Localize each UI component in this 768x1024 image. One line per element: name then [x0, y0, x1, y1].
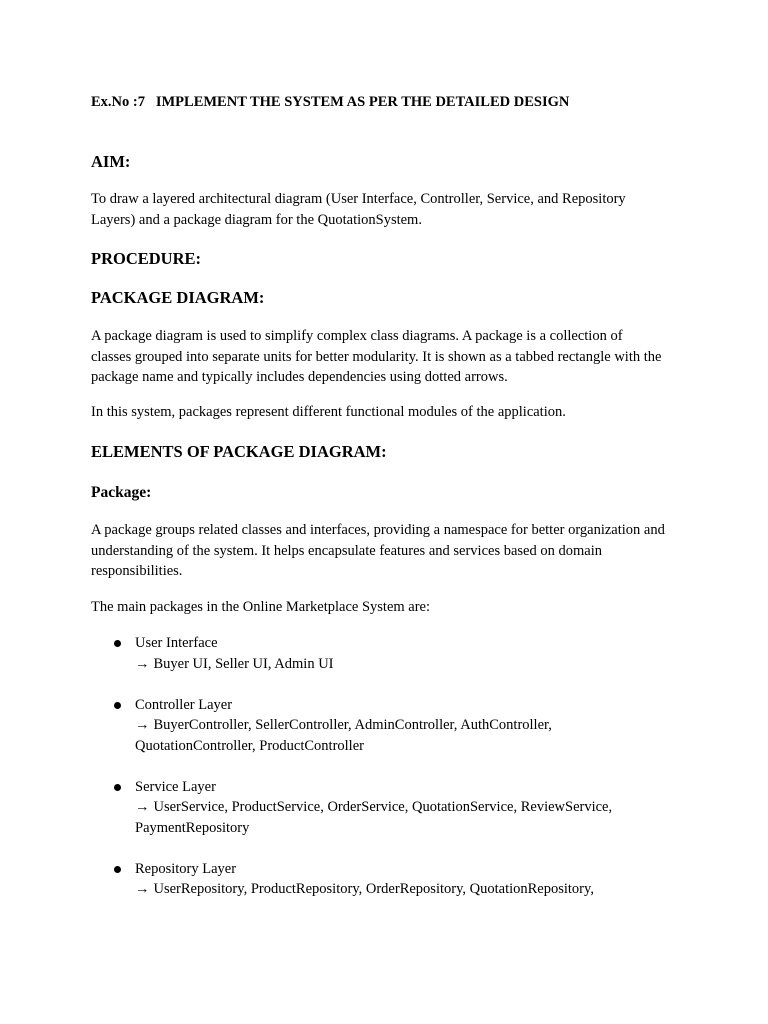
package-detail-text: UserService, ProductService, OrderService, QuotationService, ReviewService, PaymentRepository: [135, 799, 613, 836]
procedure-heading: PROCEDURE:: [91, 249, 201, 268]
package-description: A package groups related classes and interfaces, providing a namespace for better organization and understanding of the system. It helps encapsulate features and services based on domain responsibilities.: [91, 522, 665, 579]
arrow-right-icon: →: [135, 717, 150, 733]
list-item: [91, 777, 671, 839]
package-detail: [135, 797, 671, 838]
list-item: [91, 695, 671, 757]
arrow-right-icon: →: [135, 799, 150, 815]
package-detail: [135, 715, 671, 756]
bullet-icon: [114, 640, 121, 647]
package-detail-text: UserRepository, ProductRepository, OrderRepository, QuotationRepository,: [153, 881, 594, 897]
package-label: Repository Layer: [135, 860, 237, 877]
arrow-right-icon: →: [135, 655, 150, 672]
package-detail: [135, 654, 671, 675]
packages-intro: The main packages in the Online Marketplace System are:: [91, 599, 431, 615]
package-label: User Interface: [135, 635, 218, 651]
package-list: [91, 633, 671, 920]
package-label: Service Layer: [135, 778, 216, 795]
package-diagram-heading: PACKAGE DIAGRAM:: [91, 288, 265, 307]
package-diagram-paragraph: A package diagram is used to simplify complex class diagrams. A package is a collection of classes grouped into separate units for better modularity. It is shown as a tabbed rectangle with the package name and typically includes dependencies using dotted arrows.: [91, 328, 662, 385]
aim-text: To draw a layered architectural diagram (User Interface, Controller, Service, and Repository Layers) and a package diagram for the QuotationSystem.: [91, 191, 626, 228]
list-item: [91, 859, 671, 900]
exercise-title: Ex.No :7 IMPLEMENT THE SYSTEM AS PER THE DETAILED DESIGN: [91, 94, 570, 110]
bullet-icon: [114, 784, 121, 791]
bullet-icon: [114, 866, 121, 873]
package-detail-text: Buyer UI, Seller UI, Admin UI: [153, 655, 334, 672]
arrow-right-icon: →: [135, 881, 150, 897]
bullet-icon: [114, 702, 121, 709]
package-diagram-note: In this system, packages represent different functional modules of the application.: [91, 404, 566, 420]
list-item: [91, 633, 671, 674]
package-detail-text: BuyerController, SellerController, AdminController, AuthController, QuotationController, ProductController: [135, 717, 552, 754]
elements-heading: ELEMENTS OF PACKAGE DIAGRAM:: [91, 442, 387, 461]
package-label: Controller Layer: [135, 696, 233, 713]
package-subheading: Package:: [91, 484, 152, 501]
package-detail: [135, 879, 671, 900]
aim-heading: AIM:: [91, 152, 131, 171]
